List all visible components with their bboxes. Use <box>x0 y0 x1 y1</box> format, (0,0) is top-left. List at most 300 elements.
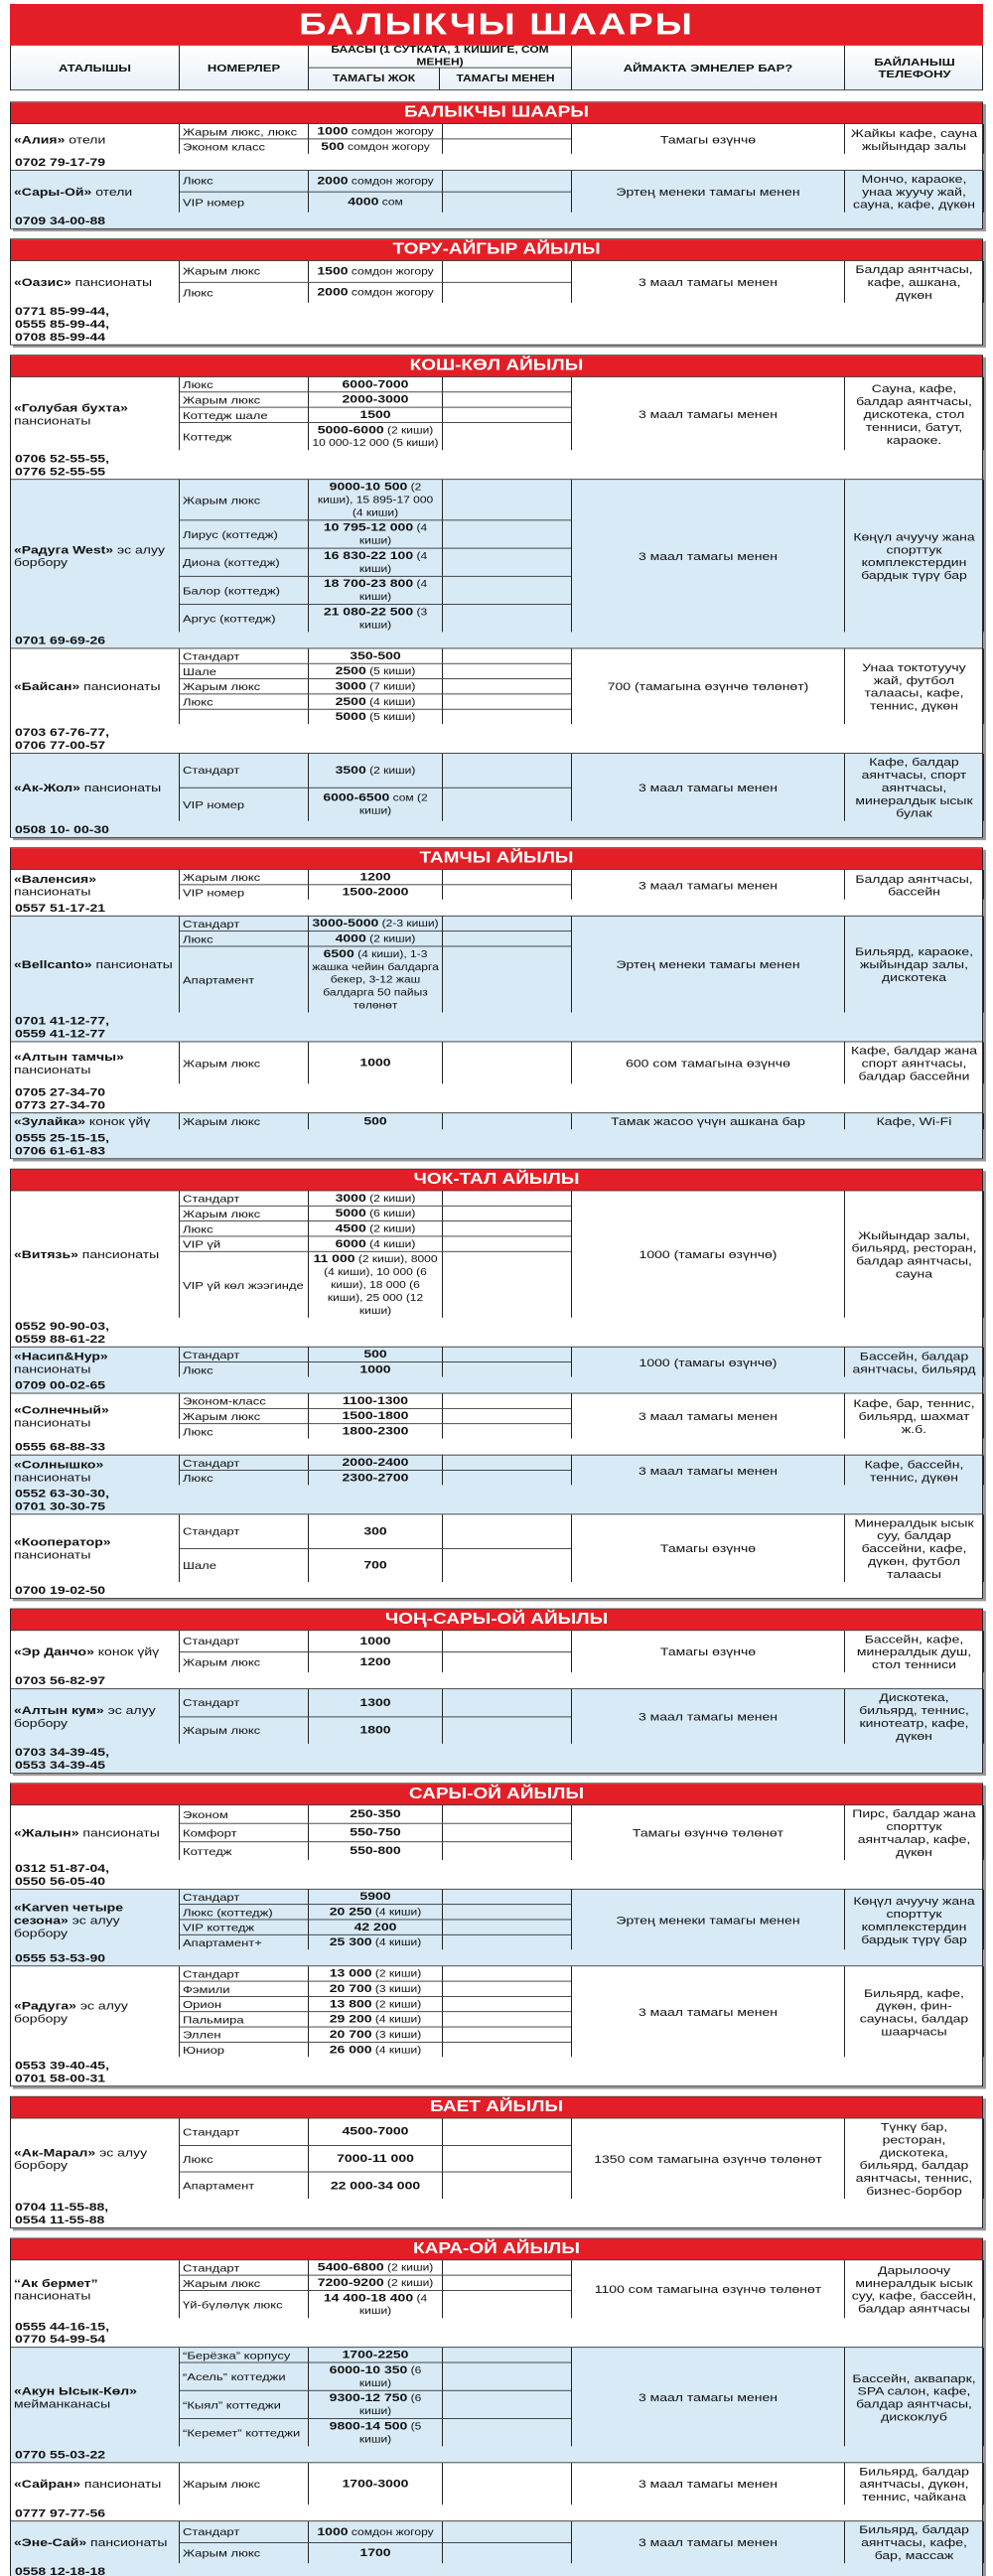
venue-name <box>14 1458 176 1484</box>
venue-kind: пансионаты <box>79 679 161 693</box>
room-price-cell <box>309 377 443 392</box>
room-price: 29 200 <box>329 2012 372 2026</box>
phone-number: 0771 85-99-44, 0555 85-99-44, 0708 85-99-44 <box>15 304 109 344</box>
room-price-cell <box>309 1393 443 1408</box>
room-price-note: (6 киши) <box>358 2392 422 2417</box>
room-price-line <box>312 424 439 450</box>
phone-number: 0770 55-03-22 <box>15 2447 106 2461</box>
amenities: Кафе, балдар жана спорт аянтчасы, балдар бассейни <box>845 1042 984 1083</box>
room-price: 1000 <box>317 2524 349 2538</box>
phone-number: 0555 25-15-15, 0706 61-61-83 <box>15 1130 109 1157</box>
room-type: Юниор <box>180 2043 309 2058</box>
room-price-cell <box>309 408 443 423</box>
room-row <box>180 2042 571 2057</box>
room-row <box>180 1651 571 1672</box>
venue-name <box>14 1050 176 1075</box>
phone-number: 0557 51-17-21 <box>15 901 106 915</box>
phone-number: 0552 90-90-03, 0559 88-61-22 <box>15 1319 109 1346</box>
phone-number: 0555 53-53-90 <box>15 1950 106 1964</box>
room-row <box>180 124 571 139</box>
section-block <box>10 1609 983 1774</box>
room-price-line <box>312 549 439 575</box>
room-price: 4000 <box>335 931 366 944</box>
room-type: Жарым люкс <box>180 1652 309 1673</box>
venue-kind: пансионаты <box>14 1416 91 1429</box>
room-price-line <box>363 1525 386 1538</box>
room-price-cell <box>309 885 443 900</box>
room-price-note: сомдон жогору <box>348 265 434 277</box>
room-price: 16 830-22 100 <box>323 548 414 562</box>
room-price-line <box>359 1057 390 1070</box>
room-row <box>180 1220 571 1235</box>
meal-info: 1000 (тамагы өзүнчө) <box>572 1348 845 1377</box>
room-row <box>180 663 571 678</box>
amenities: Сауна, кафе, балдар аянтчасы, дискотека, стол тенниси, батут, караоке. <box>845 377 984 450</box>
venue-name <box>14 1704 176 1730</box>
room-price-note: (2 киши) <box>365 1192 416 1205</box>
venue-name <box>14 1350 176 1375</box>
room-price-note: (4 киши) <box>365 1237 416 1250</box>
venue-title: «Жалын» <box>14 1825 79 1839</box>
room-price-cell <box>309 520 443 547</box>
phone-number: 0312 51-87-04, 0550 56-05-40 <box>15 1861 109 1888</box>
room-price-line <box>343 2478 409 2491</box>
room-type: Люкс <box>180 377 309 392</box>
venue-title: «Bellcanto» <box>14 957 92 971</box>
room-row <box>180 1348 571 1362</box>
room-type: Стандарт <box>180 1631 309 1651</box>
room-price-note: (5 киши) <box>358 2420 422 2445</box>
room-price-note: (4 киши) <box>371 2044 422 2056</box>
room-price-line <box>336 764 416 777</box>
room-row <box>180 678 571 693</box>
room-price: 1500-1800 <box>342 1408 409 1422</box>
room-row <box>180 884 571 899</box>
room-price-line <box>336 664 416 677</box>
room-price-note: (4 киши) <box>358 521 428 547</box>
table-row <box>11 1191 982 1347</box>
venue-title: «Валенсия» <box>14 871 96 885</box>
header-name: АТАЛЫШЫ <box>11 46 180 89</box>
header-rooms: НОМЕРЛЕР <box>180 46 309 89</box>
room-type: VIP коттедж <box>180 1920 309 1934</box>
room-price: 250-350 <box>350 1806 401 1820</box>
room-price: 5000 <box>335 709 366 723</box>
amenities: Кафе, Wi-Fi <box>845 1113 984 1129</box>
room-price-line <box>343 1456 409 1469</box>
room-price-line <box>317 2525 433 2538</box>
room-price-note: (4 киши) <box>371 1936 422 1948</box>
room-price-line <box>312 2420 439 2446</box>
room-type: “Кыял” коттеджи <box>180 2391 309 2418</box>
room-price-cell <box>309 1236 443 1251</box>
room-price: 1000 <box>359 1056 391 1069</box>
room-type: Стандарт <box>180 1514 309 1547</box>
header-price-title: БААСЫ (1 СУТКАТА, 1 КИШИГЕ, СОМ МЕНЕН) <box>309 46 571 68</box>
room-type: Жарым люкс <box>180 1113 309 1129</box>
room-type: Жарым люкс <box>180 261 309 282</box>
room-price-cell <box>309 2362 443 2389</box>
room-type: Люкс <box>180 1471 309 1486</box>
venue-name-cell <box>11 648 180 724</box>
room-price: 1700 <box>359 2545 391 2559</box>
venue-name <box>14 132 105 145</box>
meal-info: 3 маал тамагы менен <box>572 1966 845 2057</box>
amenities: Унаа токтотуучу жай, футбол талаасы, кафе, теннис, дүкөн <box>845 648 984 724</box>
room-price-note: (3 киши) <box>371 2029 422 2041</box>
room-type: Жарым люкс <box>180 1717 309 1744</box>
room-price-note: (3 киши) <box>358 606 428 631</box>
room-price-note: сомдон жогору <box>344 140 430 153</box>
room-type: Люкс <box>180 694 309 709</box>
room-price-line <box>336 1208 416 1220</box>
room-price: 20 700 <box>329 1981 372 1995</box>
room-price-line <box>343 1472 409 1485</box>
room-type: Лирус (коттедж) <box>180 520 309 547</box>
room-price-note: (4 киши) <box>371 1906 422 1918</box>
room-price-cell <box>309 1905 443 1920</box>
room-price-cell <box>309 1362 443 1377</box>
venue-title: «Зулайка» <box>14 1114 86 1128</box>
room-price-line <box>350 1845 400 1858</box>
table-row <box>11 1042 982 1113</box>
room-price-line <box>331 2179 420 2192</box>
room-price-cell <box>309 1549 443 1582</box>
meal-info: 1000 (тамагы өзүнчө) <box>572 1191 845 1317</box>
room-price-line <box>317 175 433 188</box>
room-price-cell <box>309 2043 443 2058</box>
room-row <box>180 2172 571 2199</box>
amenities: Дискотека, бильярд, теннис, кинотеатр, кафе, дүкөн <box>845 1689 984 1744</box>
room-price-note: сомдон жогору <box>348 175 434 187</box>
rooms-list <box>180 1689 572 1744</box>
room-row <box>180 1113 571 1129</box>
venue-title: «Ак-Марал» <box>14 2145 96 2159</box>
room-row <box>180 1251 571 1318</box>
room-price: 1300 <box>359 1695 391 1709</box>
room-price: 7000-11 000 <box>337 2151 414 2165</box>
room-price: 20 250 <box>329 1905 372 1918</box>
room-row <box>180 1823 571 1842</box>
meal-info: 3 маал тамагы менен <box>572 480 845 632</box>
room-type: Орион <box>180 1997 309 2012</box>
room-type: Фэмили <box>180 1981 309 1996</box>
room-price-line <box>343 2125 409 2138</box>
room-price: 550-800 <box>350 1843 401 1857</box>
phone-number: 0552 63-30-30, 0701 30-30-75 <box>15 1487 109 1512</box>
room-price-cell <box>309 1456 443 1471</box>
venue-name-cell <box>11 1805 180 1860</box>
room-price: 700 <box>363 1557 387 1571</box>
venue-title: «Радуга West» <box>14 542 114 556</box>
amenities: Кафе, бар, теннис, бильярд, шахмат ж.б. <box>845 1393 984 1438</box>
section-title: ТОРУ-АЙГЫР АЙЫЛЫ <box>11 239 982 260</box>
rooms-list <box>180 754 572 821</box>
room-price-line <box>318 2261 434 2274</box>
table-row <box>11 1112 982 1158</box>
table-header <box>10 46 983 90</box>
room-row <box>180 2027 571 2042</box>
room-row <box>180 2362 571 2390</box>
room-row <box>180 2290 571 2318</box>
phone-number: 0709 34-00-88 <box>15 214 106 227</box>
room-type: Жарым люкс <box>180 392 309 407</box>
room-type: Люкс <box>180 282 309 303</box>
room-price-cell <box>309 931 443 946</box>
phone-number: 0553 39-40-45, 0701 58-00-31 <box>15 2058 109 2084</box>
room-price-cell <box>309 282 443 303</box>
phone-number: 0777 97-77-56 <box>15 2505 106 2519</box>
page-title: БАЛЫКЧЫ ШААРЫ <box>10 4 983 46</box>
room-price-cell <box>309 2521 443 2542</box>
room-row <box>180 787 571 820</box>
room-price-cell <box>309 1805 443 1823</box>
venue-name <box>14 1646 159 1658</box>
venue-kind: эс алуу борбору <box>14 1913 120 1939</box>
room-price: 1800 <box>359 1723 391 1737</box>
room-price-line <box>312 947 439 1012</box>
table-row <box>11 648 982 754</box>
room-row <box>180 1423 571 1438</box>
room-price-line <box>318 2276 434 2289</box>
venue-name <box>14 1535 176 1561</box>
room-type: Стандарт <box>180 1191 309 1206</box>
room-price: 550-750 <box>350 1825 401 1839</box>
room-row <box>180 1981 571 1996</box>
phone-number: 0701 69-69-26 <box>15 633 106 646</box>
room-type: VIP үй көл жээгинде <box>180 1252 309 1318</box>
room-row <box>180 1206 571 1220</box>
room-price-cell <box>309 423 443 450</box>
room-row <box>180 1890 571 1905</box>
room-price-note: (4 киши), 1-3 жашка чейин балдарга бекер, 3-12 жаш балдарга 50 пайыз төлөнөт <box>312 947 439 1011</box>
room-type: Жарым люкс <box>180 2542 309 2563</box>
room-price-line <box>343 1410 409 1423</box>
room-price-line <box>330 2013 421 2026</box>
room-price-cell <box>309 1981 443 1996</box>
room-row <box>180 1548 571 1582</box>
room-price-cell <box>309 754 443 787</box>
room-price: 350-500 <box>350 648 401 662</box>
venue-kind: эс алуу борбору <box>14 2145 148 2172</box>
room-price-note: (2 киши) <box>383 2261 434 2274</box>
room-price: 4500 <box>335 1221 366 1234</box>
room-row <box>180 930 571 945</box>
room-row <box>180 2145 571 2172</box>
room-price-note: (4 киши) <box>365 695 416 708</box>
room-price: 3000 <box>335 1191 366 1205</box>
room-price: 2000 <box>317 285 349 299</box>
page <box>0 4 993 2576</box>
rooms-list <box>180 1348 572 1377</box>
venue-name <box>14 872 176 898</box>
room-type: VIP номер <box>180 192 309 213</box>
room-row <box>180 2260 571 2275</box>
venue-name-cell <box>11 917 180 1013</box>
meal-info: 3 маал тамагы менен <box>572 1393 845 1438</box>
venue-title: «Алия» <box>14 132 66 146</box>
phone-number: 0709 00-02-65 <box>15 1378 106 1392</box>
amenities: Көңүл ачуучу жана спорттук комплекстердин бардык түрү бар <box>845 1890 984 1949</box>
room-price-cell <box>309 2419 443 2446</box>
room-price-line <box>312 918 438 930</box>
table-row <box>11 479 982 647</box>
room-row <box>180 870 571 885</box>
room-price: 6000-6500 <box>323 790 390 804</box>
venue-kind: пансионаты <box>14 2289 91 2303</box>
meal-info: 3 маал тамагы менен <box>572 2348 845 2446</box>
venue-name <box>14 401 176 427</box>
room-row <box>180 2118 571 2144</box>
table-row <box>11 123 982 170</box>
room-price-note: (6 киши) <box>358 2364 422 2389</box>
room-price-cell <box>309 1631 443 1651</box>
venue-kind: пансионаты <box>80 2477 162 2491</box>
room-price-line <box>330 1936 421 1949</box>
room-price: 11 000 <box>313 1251 355 1265</box>
room-type: Диона (коттедж) <box>180 548 309 575</box>
room-price-cell <box>309 1113 443 1129</box>
venue-name-cell <box>11 2118 180 2199</box>
amenities: Пирс, балдар жана спорттук аянтчалар, кафе, дүкөн <box>845 1805 984 1860</box>
room-price-cell <box>309 124 443 139</box>
venue-name <box>14 2276 176 2302</box>
table-row <box>11 869 982 916</box>
room-price-cell <box>309 2118 443 2144</box>
room-price-cell <box>309 1207 443 1221</box>
rooms-list <box>180 377 572 450</box>
room-type: Аргус (коттедж) <box>180 605 309 632</box>
venue-name-cell <box>11 1890 180 1949</box>
room-price-line <box>336 680 416 693</box>
room-price: 1700-3000 <box>342 2476 409 2490</box>
venue-title: «Солнечный» <box>14 1403 109 1417</box>
room-row <box>180 391 571 406</box>
room-price-note: (2 киши) <box>371 1967 422 1980</box>
room-type: Люкс <box>180 1424 309 1439</box>
section-title: ТАМЧЫ АЙЫЛЫ <box>11 848 982 869</box>
room-price-cell <box>309 1842 443 1860</box>
venue-kind: отели <box>65 132 106 146</box>
rooms-list <box>180 1514 572 1582</box>
room-row <box>180 2275 571 2290</box>
room-price-line <box>348 196 403 209</box>
table-row <box>11 1630 982 1688</box>
room-type: Жарым люкс <box>180 1409 309 1424</box>
room-price-line <box>312 2292 439 2318</box>
room-price-cell <box>309 1191 443 1206</box>
venue-kind: пансионаты <box>77 1247 160 1261</box>
venue-name <box>14 1999 176 2025</box>
section-block <box>10 1783 983 2086</box>
room-price-cell <box>309 2275 443 2290</box>
venue-kind: пансионаты <box>78 1825 160 1839</box>
room-price-cell <box>309 2012 443 2027</box>
room-price-line <box>350 1807 400 1820</box>
table-row <box>11 2462 982 2520</box>
room-price-cell <box>309 648 443 663</box>
room-price-line <box>359 1635 390 1647</box>
room-row <box>180 1408 571 1423</box>
section-title: САРЫ-ОЙ АЙЫЛЫ <box>11 1784 982 1804</box>
room-type: Балор (коттедж) <box>180 577 309 604</box>
venue-name-cell <box>11 1191 180 1317</box>
room-row <box>180 548 571 576</box>
room-price: 2000-2400 <box>342 1455 409 1469</box>
room-row <box>180 2011 571 2026</box>
room-price-note: (4 киши) <box>358 550 428 575</box>
room-row <box>180 1920 571 1934</box>
room-type: Жарым люкс <box>180 2463 309 2504</box>
amenities: Бассейн, кафе, минералдык душ, стол тенниси <box>845 1631 984 1672</box>
venue-kind: пансионаты <box>14 413 91 427</box>
room-row <box>180 1904 571 1919</box>
room-price-note: (2 киши) <box>365 932 416 944</box>
room-price-cell <box>309 946 443 1012</box>
room-price-cell <box>309 1689 443 1716</box>
meal-info: 1100 сом тамагына өзүнчө төлөнөт <box>572 2260 845 2318</box>
room-price-note: (2 киши), 8000 (4 киши), 10 000 (6 киши), 18 000 (6 киши), 25 000 (12 киши) <box>324 1253 438 1317</box>
room-row <box>180 2348 571 2362</box>
section-block <box>10 355 983 837</box>
venue-title: «Байсан» <box>14 679 80 693</box>
venue-title: «Голубая бухта» <box>14 400 128 414</box>
venue-name <box>14 543 176 569</box>
section-title: БАЛЫКЧЫ ШААРЫ <box>11 102 982 123</box>
room-price-line <box>359 1363 390 1376</box>
venue-name-cell <box>11 1113 180 1129</box>
room-price-note: сомдон жогору <box>348 2525 434 2538</box>
room-price-cell <box>309 577 443 604</box>
room-price-cell <box>309 917 443 931</box>
venue-name <box>14 781 161 793</box>
room-price: 25 300 <box>329 1934 372 1948</box>
table-row <box>11 2118 982 2228</box>
room-price-line <box>312 578 439 604</box>
header-no-meal: ТАМАГЫ ЖОК <box>309 68 440 89</box>
rooms-list <box>180 917 572 1013</box>
room-price-cell <box>309 480 443 519</box>
phone-number: 0704 11-55-88, 0554 11-55-88 <box>15 2200 109 2226</box>
room-type: “Керемет” коттеджи <box>180 2419 309 2446</box>
room-price: 500 <box>363 1347 387 1360</box>
room-type: Жарым люкс, люкс <box>180 124 309 139</box>
room-price-cell <box>309 679 443 694</box>
amenities: Кафе, балдар аянтчасы, спорт аянтчасы, минералдык ысык булак <box>845 754 984 821</box>
room-type: Стандарт <box>180 648 309 663</box>
phone-number: 0508 10- 00-30 <box>15 822 109 836</box>
room-row <box>180 1934 571 1949</box>
room-price-note: (6 киши) <box>365 1208 416 1219</box>
room-price: 42 200 <box>354 1920 397 1933</box>
room-price-line <box>336 1237 416 1250</box>
phone-number: 0555 68-88-33 <box>15 1440 106 1454</box>
room-price-cell <box>309 2542 443 2563</box>
phone-number: 0703 56-82-97 <box>15 1673 106 1687</box>
room-row <box>180 281 571 302</box>
venue-title: «Эр Данчо» <box>14 1645 94 1658</box>
room-price-line <box>330 1998 421 2011</box>
room-type: Үй-бүлөлүк люкс <box>180 2291 309 2318</box>
room-price-line <box>337 2152 414 2165</box>
rooms-list <box>180 1113 572 1129</box>
room-price-line <box>363 1115 386 1128</box>
meal-info: Тамагы өзүнчө <box>572 124 845 154</box>
venue-kind: пансионаты <box>14 1361 91 1375</box>
room-price-note: (4 киши) <box>371 2013 422 2026</box>
room-type: Эконом класс <box>180 139 309 154</box>
table-row <box>11 916 982 1042</box>
